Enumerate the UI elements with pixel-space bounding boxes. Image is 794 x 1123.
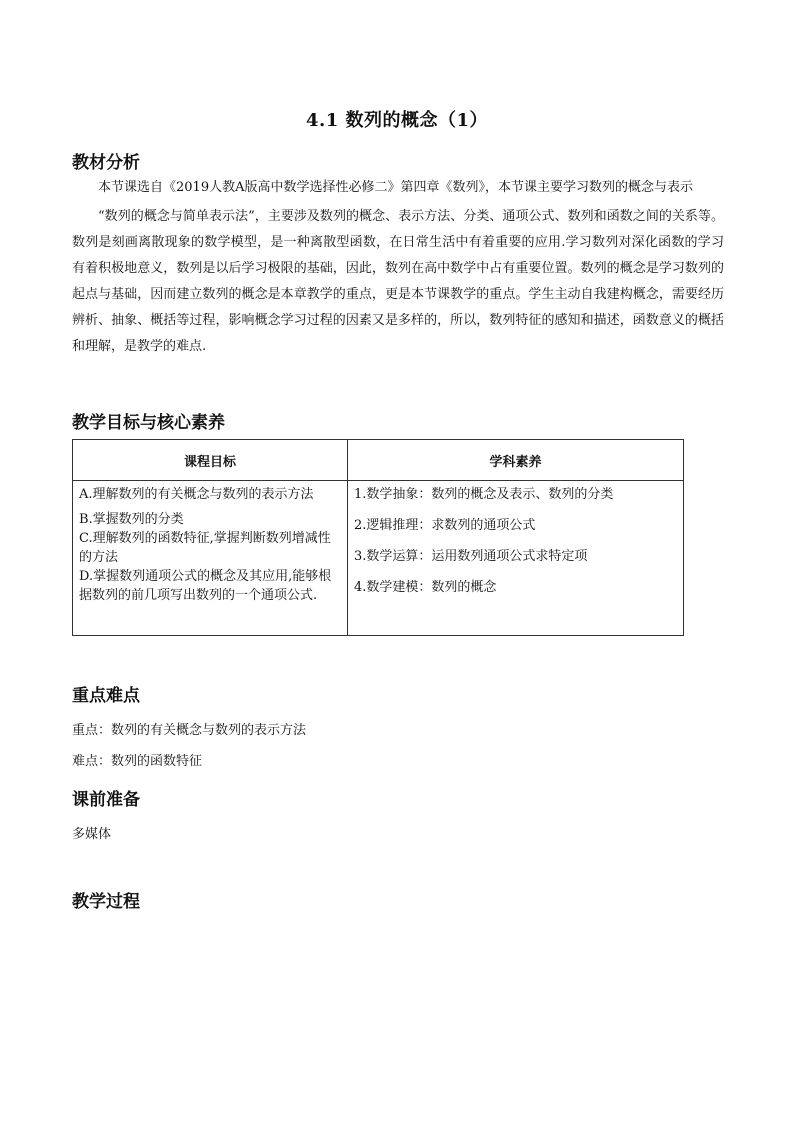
analysis-paragraph-2: “数列的概念与简单表示法”，主要涉及数列的概念、表示方法、分类、通项公式、数列和函数之间的关系等。数列是刻画离散现象的数学模型，是一种离散型函数，在日常生活中有着重要的应用.学习数列对深化函数的学习有着积极地意义，数列是以后学习极限的基础，因此，数列在高中数学中占有重要位置。数列的概念是学习数列的起点与基础，因而建立数列的概念是本章教学的重点，更是本节课教学的重点。学生主动自我建构概念，需要经历辨析、抽象、概括等过程，影响概念学习过程的因素又是多样的，所以，数列特征的感知和描述，函数意义的概括和理解，是教学的难点. <box>72 209 724 354</box>
heading-key-points: 重点难点 <box>72 686 140 706</box>
course-goals-cell <box>73 481 348 636</box>
subject-literacy-cell <box>348 481 684 636</box>
literacy-item-2: 2.逻辑推理：求数列的通项公式 <box>354 518 536 533</box>
heading-textbook-analysis: 教材分析 <box>72 153 140 173</box>
heading-goals: 教学目标与核心素养 <box>72 413 225 433</box>
goals-table-header-row <box>73 440 684 481</box>
header-course-goals: 课程目标 <box>73 440 348 481</box>
heading-teaching-process: 教学过程 <box>72 892 140 912</box>
goal-item-c: C.理解数列的函数特征,掌握判断数列增减性的方法 <box>79 531 331 565</box>
literacy-item-3: 3.数学运算：运用数列通项公式求特定项 <box>354 549 588 564</box>
key-point-text: 重点：数列的有关概念与数列的表示方法 <box>72 723 307 738</box>
analysis-paragraph-1: 本节课选自《2019人教A版高中数学选择性必修二》第四章《数列》，本节课主要学习数列的概念与表示 <box>98 180 693 195</box>
goal-item-a: A.理解数列的有关概念与数列的表示方法 <box>79 487 314 502</box>
goals-table <box>72 439 684 636</box>
goals-table-row <box>73 481 684 636</box>
literacy-item-1: 1.数学抽象：数列的概念及表示、数列的分类 <box>354 487 614 502</box>
difficulty-text: 难点：数列的函数特征 <box>72 754 203 769</box>
heading-preparation: 课前准备 <box>72 790 140 810</box>
literacy-item-4: 4.数学建模：数列的概念 <box>354 580 497 595</box>
goal-item-b: B.掌握数列的分类 <box>79 512 184 527</box>
document-title: 4.1 数列的概念（1） <box>305 110 489 131</box>
header-subject-literacy: 学科素养 <box>348 440 684 481</box>
analysis-text <box>72 175 724 360</box>
goal-item-d: D.掌握数列通项公式的概念及其应用,能够根据数列的前几项写出数列的一个通项公式. <box>79 569 332 603</box>
preparation-text: 多媒体 <box>72 827 112 842</box>
